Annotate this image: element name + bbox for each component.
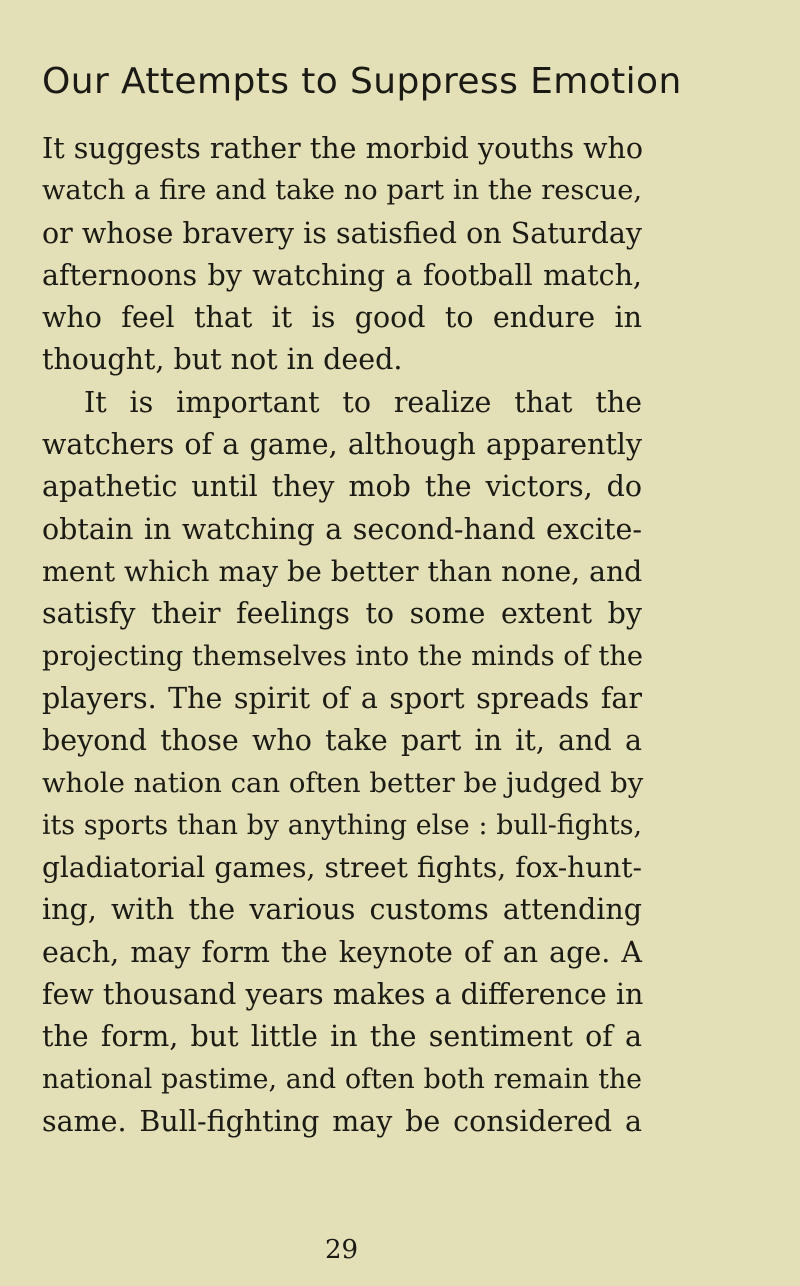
- text-line: It suggests rather the morbid youths who: [42, 132, 644, 165]
- text-line: watchers of a game, although apparently: [42, 428, 642, 462]
- text-line: afternoons by watching a football match,: [42, 258, 642, 292]
- text-line: apathetic until they mob the victors, do: [42, 470, 642, 504]
- text-line: projecting themselves into the minds of the: [42, 640, 644, 672]
- text-line: obtain in watching a second-hand excite-: [42, 512, 642, 546]
- text-line: satisfy their feelings to some extent by: [42, 597, 642, 631]
- text-line: each, may form the keynote of an age. A: [42, 935, 642, 969]
- text-line: its sports than by anything else : bull-fights,: [42, 809, 642, 841]
- text-line: ing, with the various customs attending: [42, 893, 642, 927]
- text-line: players. The spirit of a sport spreads far: [42, 681, 642, 715]
- text-line: watch a fire and take no part in the rescue,: [42, 175, 642, 207]
- text-line: or whose bravery is satisfied on Saturday: [42, 216, 642, 250]
- text-line: ment which may be better than none, and: [42, 554, 643, 588]
- text-line: It is important to realize that the: [84, 385, 642, 419]
- text-line: few thousand years makes a difference in: [42, 977, 644, 1011]
- text-line: gladiatorial games, street fights, fox-hunt-: [42, 851, 642, 885]
- text-line: whole nation can often better be judged by: [42, 767, 644, 800]
- running-head: Our Attempts to Suppress Emotion: [42, 61, 682, 102]
- text-line: the form, but little in the sentiment of a: [42, 1020, 642, 1054]
- body-text: [42, 128, 642, 1143]
- text-line: beyond those who take part in it, and a: [42, 724, 642, 758]
- text-line: thought, but not in deed.: [42, 343, 403, 377]
- text-line: same. Bull-fighting may be considered a: [42, 1104, 642, 1138]
- text-line: national pastime, and often both remain the: [42, 1063, 642, 1095]
- text-line: who feel that it is good to endure in: [42, 301, 642, 335]
- page-number: 29: [324, 1235, 359, 1265]
